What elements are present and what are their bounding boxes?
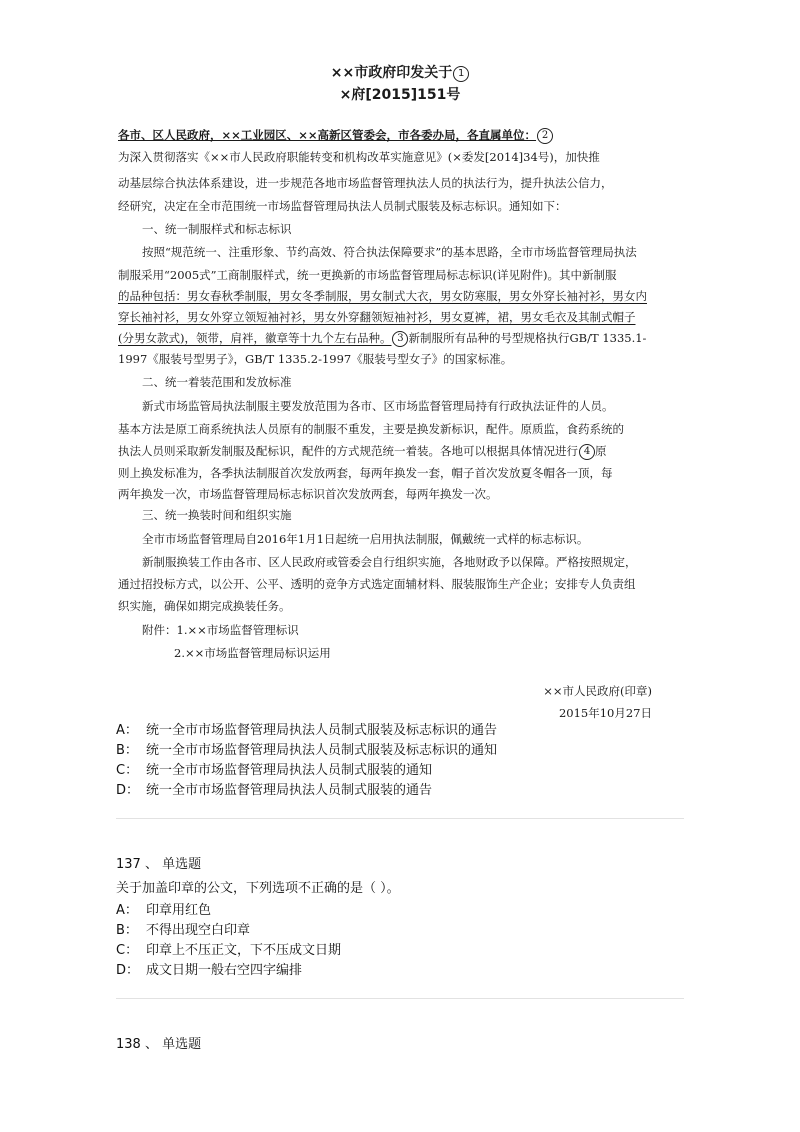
option-text: 印章用红色 (146, 903, 212, 918)
scanned-document-image (112, 56, 688, 720)
marker-2: 2 (537, 128, 553, 144)
option-text: 统一全市市场监督管理局执法人员制式服装及标志标识的通告 (146, 723, 498, 738)
option-text: 统一全市市场监督管理局执法人员制式服装的通知 (146, 763, 433, 778)
doc-section-heading-3: 三、统一换装时间和组织实施 (142, 508, 292, 522)
doc-title-line1 (112, 62, 688, 82)
option-key: A： (116, 723, 138, 738)
q137-option-d[interactable] (116, 962, 302, 979)
doc-body-line: 1997《服装号型男子》，GB/T 1335.2-1997《服装号型女子》的国家标准。 (118, 352, 513, 366)
q136-option-c[interactable] (116, 762, 432, 779)
q136-option-b[interactable] (116, 742, 497, 759)
doc-addressee (118, 126, 686, 144)
doc-body-line: 新制服换装工作由各市、区人民政府或管委会自行组织实施，各地财政予以保障。严格按照规定， (142, 555, 637, 569)
doc-body-line: 新式市场监管局执法制服主要发放范围为各市、区市场监督管理局持有行政执法证件的人员。 (142, 399, 614, 413)
option-key: B： (116, 923, 138, 938)
option-text: 统一全市市场监督管理局执法人员制式服装及标志标识的通知 (146, 743, 498, 758)
doc-section-heading-1: 一、统一制服样式和标志标识 (142, 222, 292, 236)
doc-body-line: 制服采用“2005式”工商制服样式，统一更换新的市场监督管理局标志标识(详见附件)。其中新制服 (118, 268, 617, 282)
doc-body-line: 全市市场监督管理局自2016年1月1日起统一启用执法制服，佩戴统一式样的标志标识。 (142, 532, 589, 546)
option-text: 统一全市市场监督管理局执法人员制式服装的通告 (146, 783, 433, 798)
option-key: A： (116, 903, 138, 918)
body-text: 原 (595, 444, 607, 458)
q136-option-d[interactable] (116, 782, 432, 799)
q137-option-c[interactable] (116, 942, 341, 959)
option-text: 不得出现空白印章 (146, 923, 251, 938)
doc-body-line: 织实施，确保如期完成换装任务。 (118, 599, 291, 613)
doc-section-heading-2: 二、统一着装范围和发放标准 (142, 375, 292, 389)
doc-body-line: 为深入贯彻落实《××市人民政府职能转变和机构改革实施意见》(×委发[2014]34号)，加快推 (118, 150, 600, 164)
doc-body-line: 两年换发一次，市场监督管理局标志标识首次发放两套，每两年换发一次。 (118, 487, 498, 501)
doc-title-text: ××市政府印发关于 (330, 65, 453, 81)
doc-body-line (118, 329, 686, 347)
doc-body-line: 穿长袖衬衫，男女外穿立领短袖衬衫，男女外穿翻领短袖衬衫，男女夏裤，裙，男女毛衣及其制式帽子 (118, 310, 636, 324)
doc-body-line: 的品种包括：男女春秋季制服，男女冬季制服，男女制式大衣，男女防寒服，男女外穿长袖衬衫，男女内 (118, 289, 647, 303)
doc-number: ×府[2015]151号 (339, 87, 461, 103)
doc-sign-date: 2015年10月27日 (558, 706, 652, 720)
underlined-text: (分男女款式)，领带，肩袢，徽章等十九个左右品种。 (118, 331, 392, 345)
option-key: C： (116, 943, 139, 958)
addressee-text: 各市、区人民政府，××工业园区、××高新区管委会，市各委办局，各直属单位： (118, 128, 537, 142)
q137-stem: 关于加盖印章的公文，下列选项不正确的是（ ）。 (116, 881, 400, 896)
doc-body-line: 则上换发标准为，各季执法制服首次发放两套，每两年换发一套，帽子首次发放夏冬帽各一顶，每 (118, 466, 613, 480)
marker-1: 1 (453, 66, 469, 82)
body-text: 新制服所有品种的号型规格执行GB/T 1335.1- (408, 331, 647, 345)
option-key: D： (116, 783, 140, 798)
q137-option-a[interactable] (116, 902, 211, 919)
marker-3: 3 (392, 331, 408, 347)
option-key: D： (116, 963, 140, 978)
option-key: C： (116, 763, 139, 778)
q138-number: 138 、 单选题 (116, 1037, 202, 1052)
doc-body-line: 动基层综合执法体系建设，进一步规范各地市场监督管理执法人员的执法行为，提升执法公信力， (118, 176, 613, 190)
doc-body-line: 基本方法是原工商系统执法人员原有的制服不重发，主要是换发新标识，配件。原质监，食药系统的 (118, 422, 624, 436)
doc-attachment-1: 附件：1.××市场监督管理标识 (142, 623, 299, 637)
doc-body-line: 通过招投标方式，以公开、公平、透明的竞争方式选定面辅材料、服装服饰生产企业；安排专人负责组 (118, 577, 636, 591)
option-text: 印章上不压正文，下不压成文日期 (146, 943, 342, 958)
body-text: 执法人员则采取新发制服及配标识，配件的方式规范统一着装。各地可以根据具体情况进行 (118, 444, 578, 458)
doc-attachment-2: 2.××市场监督管理局标识运用 (174, 646, 331, 660)
option-key: B： (116, 743, 138, 758)
q137-number: 137 、 单选题 (116, 857, 202, 872)
q137-option-b[interactable] (116, 922, 250, 939)
doc-body-line (118, 442, 686, 460)
doc-signer: ××市人民政府(印章) (543, 684, 652, 698)
marker-4: 4 (579, 444, 595, 460)
option-text: 成文日期一般右空四字编排 (146, 963, 303, 978)
q136-option-a[interactable] (116, 722, 497, 739)
doc-body-line: 经研究，决定在全市范围统一市场监督管理局执法人员制式服装及标志标识。通知如下： (118, 199, 567, 213)
divider (116, 818, 684, 819)
divider (116, 998, 684, 999)
doc-body-line: 按照“规范统一、注重形象、节约高效、符合执法保障要求”的基本思路，全市市场监督管理局执法 (142, 245, 637, 259)
